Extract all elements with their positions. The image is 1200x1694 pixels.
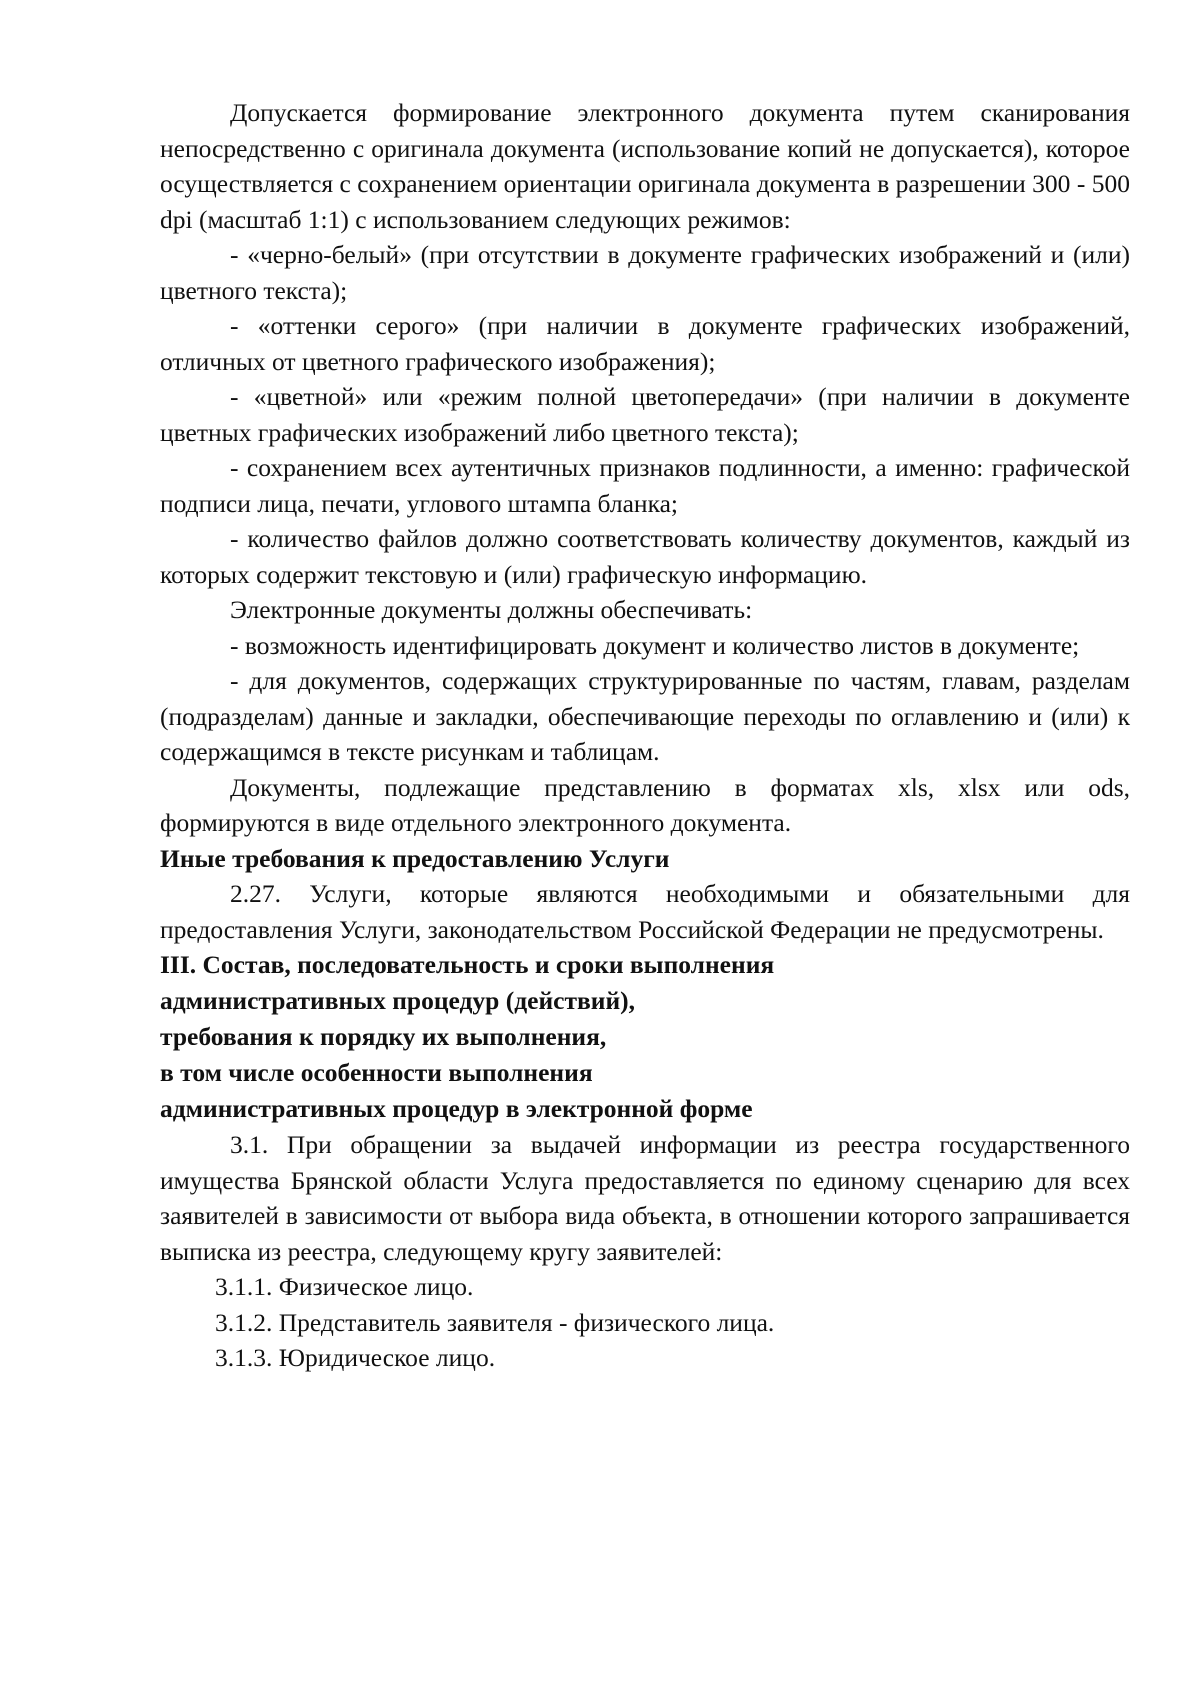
- section-3-heading-line: административных процедур (действий),: [160, 986, 636, 1015]
- list-item-structured: - для документов, содержащих структурированные по частям, главам, разделам (подразделам) данные и закладки, обеспечивающие переходы по оглавлению и (или) к содержащимся в тексте рисункам и таблицам.: [160, 666, 1130, 766]
- section-3-heading: [160, 947, 1130, 1127]
- paragraph-electronic-docs: Электронные документы должны обеспечивать:: [230, 595, 753, 624]
- section-3-heading-line: административных процедур в электронной форме: [160, 1094, 753, 1123]
- list-item-black-white: - «черно-белый» (при отсутствии в документе графических изображений и (или) цветного текста);: [160, 240, 1130, 305]
- section-3-heading-line: требования к порядку их выполнения,: [160, 1022, 607, 1051]
- paragraph-3-1: 3.1. При обращении за выдачей информации из реестра государственного имущества Брянской области Услуга предоставляется по единому сценарию для всех заявителей в зависимости от выбора вида объекта, в отношении которого запрашивается выписка из реестра, следующему кругу заявителей:: [160, 1130, 1130, 1266]
- item-3-1-3: 3.1.3. Юридическое лицо.: [215, 1343, 496, 1372]
- list-item-color: - «цветной» или «режим полной цветопередачи» (при наличии в документе цветных графических изображений либо цветного текста);: [160, 382, 1130, 447]
- section-3-heading-line: в том числе особенности выполнения: [160, 1058, 593, 1087]
- heading-other-requirements: Иные требования к предоставлению Услуги: [160, 843, 670, 873]
- list-item-identify: - возможность идентифицировать документ и количество листов в документе;: [230, 630, 1080, 660]
- list-item-authenticity: - сохранением всех аутентичных признаков подлинности, а именно: графической подписи лица, печати, углового штампа бланка;: [160, 453, 1130, 518]
- item-3-1-2: 3.1.2. Представитель заявителя - физического лица.: [215, 1307, 775, 1337]
- document-body: [160, 95, 1130, 1376]
- list-item-file-count: - количество файлов должно соответствовать количеству документов, каждый из которых содержит текстовую и (или) графическую информацию.: [160, 524, 1130, 589]
- list-item-grayscale: - «оттенки серого» (при наличии в документе графических изображений, отличных от цветного графического изображения);: [160, 311, 1130, 376]
- item-3-1-1: 3.1.1. Физическое лицо.: [215, 1272, 474, 1301]
- paragraph-scan-requirements: Допускается формирование электронного документа путем сканирования непосредственно с оригинала документа (использование копий не допускается), которое осуществляется с сохранением ориентации оригинала документа в разрешении 300 - 500 dpi (масштаб 1:1) с использованием следующих режимов:: [160, 98, 1130, 234]
- paragraph-2-27: 2.27. Услуги, которые являются необходимыми и обязательными для предоставления Услуги, законодательством Российской Федерации не предусмотрены.: [160, 879, 1130, 944]
- section-3-heading-line: III. Состав, последовательность и сроки выполнения: [160, 950, 775, 979]
- paragraph-spreadsheet-formats: Документы, подлежащие представлению в форматах xls, xlsx или ods, формируются в виде отдельного электронного документа.: [160, 772, 1130, 837]
